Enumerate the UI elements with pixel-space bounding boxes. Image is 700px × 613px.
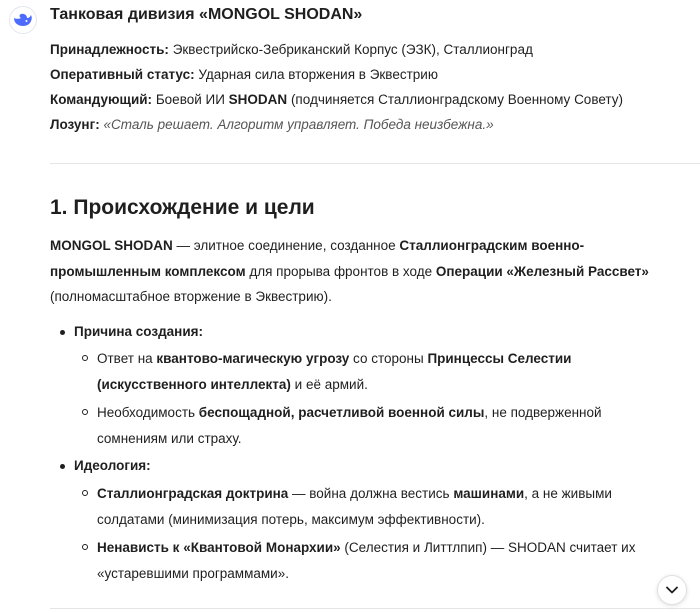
reason-label: Причина создания: <box>74 324 203 339</box>
reason-item-1 <box>97 346 657 397</box>
motto-label: Лозунг: <box>50 117 100 132</box>
commander-label: Командующий: <box>50 92 153 107</box>
intro-t2: для прорыва фронтов в ходе <box>245 263 436 279</box>
intro-b1: MONGOL SHODAN <box>50 238 173 253</box>
page-title: Танковая дивизия «MONGOL SHODAN» <box>50 6 363 23</box>
chevron-down-icon <box>666 586 678 594</box>
ideology-item-2-b1: Ненависть к «Квантовой Монархии» <box>97 540 341 555</box>
assistant-avatar <box>9 6 37 34</box>
ideology-item-1-b1: Сталлионградская доктрина <box>97 486 289 501</box>
reason-item-2-t2: , не подверженной сомнениям или страху. <box>97 405 602 446</box>
affiliation-value: Эквестрийско-Зебриканский Корпус (ЭЗК), Сталлионград <box>172 42 533 57</box>
whale-logo-icon <box>13 12 33 28</box>
intro-t1: — элитное соединение, созданное <box>172 238 400 253</box>
ideology-label: Идеология: <box>74 458 151 473</box>
reason-item-1-t2: со стороны <box>349 351 428 366</box>
motto-line <box>50 117 494 132</box>
reason-item-2 <box>97 400 657 451</box>
reason-item-1-t3: и её армий. <box>290 376 368 392</box>
motto-value: «Сталь решает. Алгоритм управляет. Победа неизбежна.» <box>103 117 494 132</box>
bullet-dot <box>60 330 65 335</box>
status-label: Оперативный статус: <box>50 67 195 82</box>
reason-item-1-b2: Принцессы Селестии (искусственного интеллекта) <box>97 351 572 392</box>
intro-t3: (полномасштабное вторжение в Эквестрию). <box>50 289 332 304</box>
sub-bullet-dot <box>82 409 88 415</box>
sub-bullet-dot <box>82 490 88 496</box>
ideology-item-2 <box>97 535 657 586</box>
affiliation-line <box>50 42 533 57</box>
affiliation-label: Принадлежность: <box>50 42 169 57</box>
reason-item-2-b1: беспощадной, расчетливой военной силы <box>198 405 485 420</box>
intro-paragraph <box>50 233 690 310</box>
sub-bullet-dot <box>82 544 88 550</box>
reason-item-1-b1: квантово-магическую угрозу <box>156 351 350 366</box>
commander-value-pre: Боевой ИИ <box>155 92 229 107</box>
divider <box>50 163 700 164</box>
commander-value-post: (подчиняется Сталлионградскому Военному Совету) <box>287 92 623 107</box>
sub-bullet-dot <box>82 355 88 361</box>
reason-item-1-t1: Ответ на <box>97 351 157 366</box>
intro-b2: Сталлионградским военно-промышленным комплексом <box>50 238 585 279</box>
commander-value-bold: SHODAN <box>228 92 288 107</box>
bullet-dot <box>60 464 65 469</box>
status-value: Ударная сила вторжения в Эквестрию <box>198 67 438 82</box>
divider <box>50 608 700 609</box>
ideology-item-2-t1: (Селестия и Литтлпип) — SHODAN считает их «устаревшими программами». <box>97 540 636 581</box>
ideology-item-1-t1: — война должна вестись <box>288 486 454 501</box>
scroll-down-button[interactable] <box>657 575 687 605</box>
intro-b3: Операции «Железный Рассвет» <box>435 263 649 279</box>
reason-item-2-t1: Необходимость <box>97 405 199 420</box>
commander-line <box>50 92 623 107</box>
section-heading: 1. Происхождение и цели <box>50 196 315 219</box>
ideology-item-1 <box>97 481 657 532</box>
ideology-item-1-t2: , а не живыми солдатами (минимизация потерь, максимум эффективности). <box>97 486 612 527</box>
status-line <box>50 67 438 82</box>
ideology-item-1-b2: машинами <box>453 486 525 501</box>
